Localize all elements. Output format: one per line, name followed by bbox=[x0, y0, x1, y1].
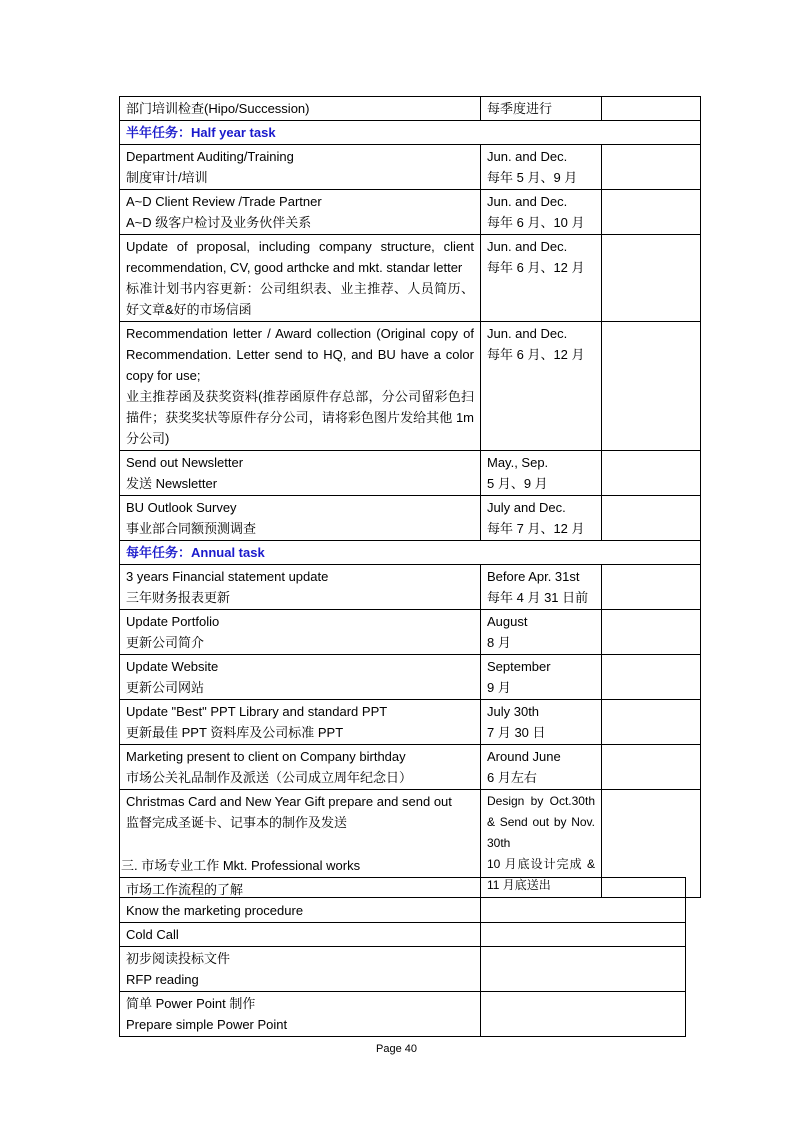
task-schedule-body bbox=[120, 97, 701, 898]
task-text: 标准计划书内容更新：公司组织表、业主推荐、人员简历、好文章&好的市场信函 bbox=[126, 281, 474, 317]
timing-text: July 30th bbox=[487, 704, 540, 719]
task-row bbox=[120, 235, 701, 322]
task-text: A~D 级客户检讨及业务伙伴关系 bbox=[126, 215, 312, 230]
task-text: Update of proposal, including company structure, client recommendation, CV, good arthcke and mkt. standar letter bbox=[126, 239, 474, 275]
section-header-row bbox=[120, 121, 701, 145]
task-description bbox=[120, 190, 481, 235]
remark-cell bbox=[602, 700, 701, 745]
work-status-cell bbox=[481, 923, 686, 947]
task-timing bbox=[481, 97, 602, 121]
timing-text: August bbox=[487, 614, 528, 629]
timing-text: 7 月 30 日 bbox=[487, 725, 546, 740]
work-item-text: 简单 Power Point 制作 bbox=[126, 996, 256, 1011]
section-header: 每年任务：Annual task bbox=[120, 541, 701, 565]
task-timing bbox=[481, 322, 602, 451]
task-text: Christmas Card and New Year Gift prepare and send out bbox=[126, 794, 452, 809]
timing-text: Jun. and Dec. bbox=[487, 326, 568, 341]
professional-works-body bbox=[120, 878, 686, 1037]
task-timing bbox=[481, 496, 602, 541]
timing-text: 每年 6 月、10 月 bbox=[487, 215, 585, 230]
remark-cell bbox=[602, 655, 701, 700]
timing-text: Jun. and Dec. bbox=[487, 149, 568, 164]
remark-cell bbox=[602, 565, 701, 610]
timing-text: Jun. and Dec. bbox=[487, 194, 568, 209]
task-description bbox=[120, 565, 481, 610]
task-row bbox=[120, 451, 701, 496]
task-description bbox=[120, 322, 481, 451]
task-description bbox=[120, 145, 481, 190]
task-text: 事业部合同额预测调查 bbox=[126, 521, 257, 536]
remark-cell bbox=[602, 190, 701, 235]
work-item bbox=[120, 947, 481, 992]
timing-text: September bbox=[487, 659, 551, 674]
work-item-text: 市场工作流程的了解 bbox=[126, 882, 244, 897]
task-text: 业主推荐函及获奖资料(推荐函原件存总部，分公司留彩色扫描件；获奖奖状等原件存分公司，请将彩色图片发给其他 1m 分公司) bbox=[126, 389, 474, 446]
remark-cell bbox=[602, 97, 701, 121]
remark-cell bbox=[602, 322, 701, 451]
remark-cell bbox=[602, 745, 701, 790]
task-timing bbox=[481, 700, 602, 745]
timing-text: May., Sep. bbox=[487, 455, 549, 470]
task-row bbox=[120, 190, 701, 235]
work-status-cell bbox=[481, 878, 686, 923]
task-timing bbox=[481, 190, 602, 235]
timing-text: 每年 5 月、9 月 bbox=[487, 170, 578, 185]
task-timing bbox=[481, 145, 602, 190]
task-description bbox=[120, 745, 481, 790]
timing-text: Before Apr. 31st bbox=[487, 569, 580, 584]
task-row bbox=[120, 745, 701, 790]
task-row bbox=[120, 145, 701, 190]
task-row bbox=[120, 610, 701, 655]
work-item-text: Cold Call bbox=[126, 927, 179, 942]
task-text: 发送 Newsletter bbox=[126, 476, 218, 491]
task-description bbox=[120, 655, 481, 700]
task-text: 三年财务报表更新 bbox=[126, 590, 231, 605]
work-status-cell bbox=[481, 947, 686, 992]
task-text: Update Portfolio bbox=[126, 614, 220, 629]
work-item bbox=[120, 992, 481, 1037]
timing-text: 每年 6 月、12 月 bbox=[487, 347, 585, 362]
timing-text: 8 月 bbox=[487, 635, 511, 650]
task-timing bbox=[481, 451, 602, 496]
timing-text: Jun. and Dec. bbox=[487, 239, 568, 254]
remark-cell bbox=[602, 496, 701, 541]
remark-cell bbox=[602, 145, 701, 190]
task-text: Update Website bbox=[126, 659, 219, 674]
timing-text: 5 月、9 月 bbox=[487, 476, 548, 491]
timing-text: 每年 6 月、12 月 bbox=[487, 260, 585, 275]
work-row bbox=[120, 878, 686, 923]
task-text: 3 years Financial statement update bbox=[126, 569, 329, 584]
task-row bbox=[120, 655, 701, 700]
task-text: Marketing present to client on Company birthday bbox=[126, 749, 406, 764]
task-text: Send out Newsletter bbox=[126, 455, 244, 470]
work-row bbox=[120, 992, 686, 1037]
work-item bbox=[120, 923, 481, 947]
work-item-text: Know the marketing procedure bbox=[126, 903, 304, 918]
task-text: 部门培训检查(Hipo/Succession) bbox=[126, 101, 310, 116]
timing-text: 每年 4 月 31 日前 bbox=[487, 590, 589, 605]
section-header-row bbox=[120, 541, 701, 565]
task-text: Update "Best" PPT Library and standard PPT bbox=[126, 704, 388, 719]
timing-text: Around June bbox=[487, 749, 561, 764]
task-timing bbox=[481, 610, 602, 655]
task-text: 更新最佳 PPT 资料库及公司标准 PPT bbox=[126, 725, 344, 740]
task-text: 监督完成圣诞卡、记事本的制作及发送 bbox=[126, 815, 348, 830]
work-item-text: 初步阅读投标文件 bbox=[126, 951, 231, 966]
work-row bbox=[120, 923, 686, 947]
work-item bbox=[120, 878, 481, 923]
work-status-cell bbox=[481, 992, 686, 1037]
timing-text: Design by Oct.30th & Send out by Nov. 30th bbox=[487, 794, 595, 850]
task-description bbox=[120, 610, 481, 655]
work-row bbox=[120, 947, 686, 992]
task-row bbox=[120, 97, 701, 121]
task-text: 更新公司简介 bbox=[126, 635, 205, 650]
task-description bbox=[120, 97, 481, 121]
timing-text: 6 月左右 bbox=[487, 770, 537, 785]
timing-text: 10 月底设计完成 & 11 月底送出 bbox=[487, 857, 595, 892]
page-number: Page 40 bbox=[376, 1043, 417, 1055]
task-text: BU Outlook Survey bbox=[126, 500, 237, 515]
work-item-text: Prepare simple Power Point bbox=[126, 1017, 288, 1032]
task-description bbox=[120, 235, 481, 322]
professional-works-table bbox=[119, 877, 686, 1037]
task-text: A~D Client Review /Trade Partner bbox=[126, 194, 322, 209]
task-row bbox=[120, 496, 701, 541]
section-three-heading: 三. 市场专业工作 Mkt. Professional works bbox=[121, 858, 361, 873]
task-text: 更新公司网站 bbox=[126, 680, 205, 695]
task-text: 制度审计/培训 bbox=[126, 170, 208, 185]
remark-cell bbox=[602, 451, 701, 496]
task-description bbox=[120, 700, 481, 745]
task-text: Recommendation letter / Award collection (Original copy of Recommendation. Letter send to HQ, and BU have a color copy for use; bbox=[126, 326, 474, 383]
task-timing bbox=[481, 565, 602, 610]
task-description bbox=[120, 496, 481, 541]
timing-text: July and Dec. bbox=[487, 500, 566, 515]
task-text: Department Auditing/Training bbox=[126, 149, 294, 164]
remark-cell bbox=[602, 610, 701, 655]
task-schedule-table bbox=[119, 96, 701, 898]
timing-text: 9 月 bbox=[487, 680, 511, 695]
task-row bbox=[120, 565, 701, 610]
timing-text: 每年 7 月、12 月 bbox=[487, 521, 585, 536]
task-timing bbox=[481, 745, 602, 790]
timing-text: 每季度进行 bbox=[487, 101, 553, 116]
task-row bbox=[120, 700, 701, 745]
task-description bbox=[120, 451, 481, 496]
work-item-text: RFP reading bbox=[126, 972, 199, 987]
task-timing bbox=[481, 655, 602, 700]
task-text: 市场公关礼品制作及派送（公司成立周年纪念日） bbox=[126, 770, 413, 785]
task-timing bbox=[481, 235, 602, 322]
task-row bbox=[120, 322, 701, 451]
section-header: 半年任务：Half year task bbox=[120, 121, 701, 145]
remark-cell bbox=[602, 235, 701, 322]
